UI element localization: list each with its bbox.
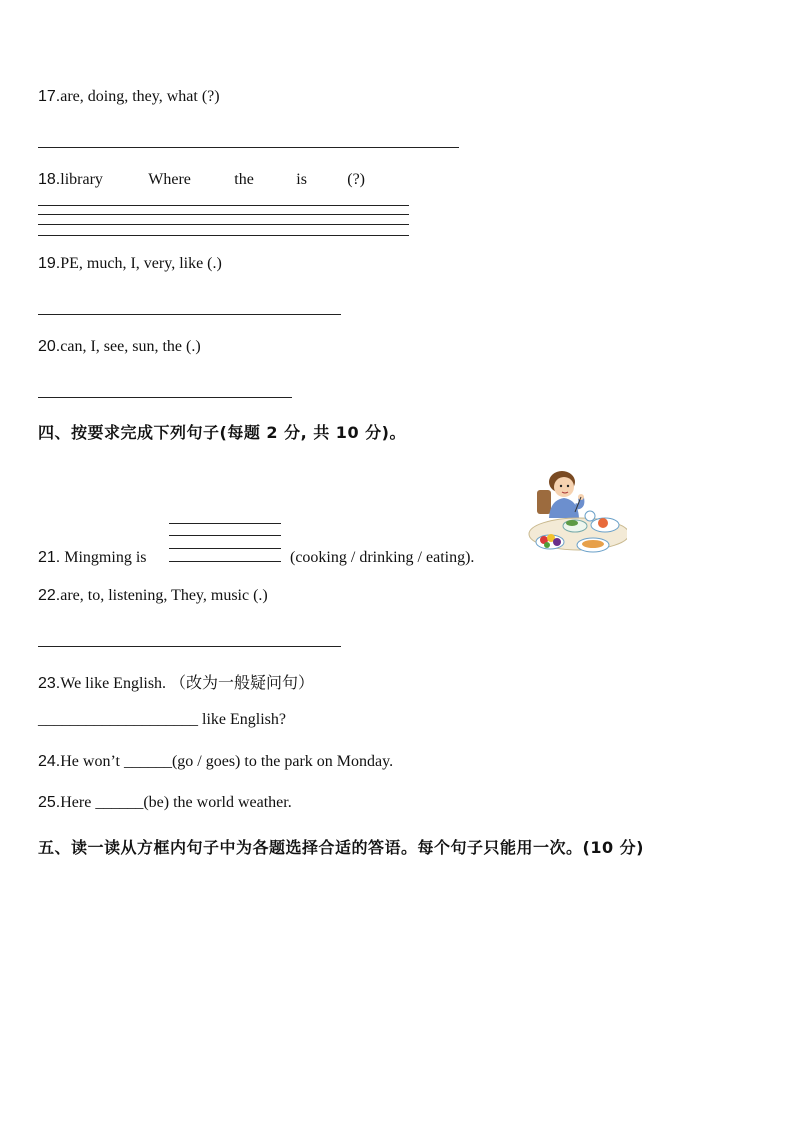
answer-line bbox=[38, 147, 459, 148]
question-21-options: (cooking / drinking / eating). bbox=[290, 549, 475, 566]
question-20 bbox=[38, 338, 201, 356]
question-prefix: Mingming is bbox=[60, 549, 147, 566]
question-23 bbox=[38, 670, 314, 693]
face bbox=[554, 477, 574, 497]
writing-line-2 bbox=[38, 214, 409, 215]
question-17 bbox=[38, 88, 220, 106]
question-21 bbox=[38, 549, 146, 567]
section-5-heading: 五、读一读从方框内句子中为各题选择合适的答语。每个句子只能用一次。(10 分) bbox=[38, 838, 644, 857]
writing-line-3 bbox=[169, 548, 281, 549]
question-23-answer-line: ____________________ like English? bbox=[38, 711, 286, 728]
word-library: library bbox=[60, 171, 103, 188]
writing-line-1 bbox=[38, 205, 409, 206]
writing-line-2 bbox=[169, 535, 281, 536]
word-the: the bbox=[234, 171, 254, 188]
question-text: can, I, see, sun, the (.) bbox=[60, 338, 201, 355]
question-number: 19. bbox=[38, 255, 61, 272]
writing-line-1 bbox=[169, 523, 281, 524]
writing-line-4 bbox=[38, 235, 409, 236]
question-text: are, to, listening, They, music (.) bbox=[60, 587, 268, 604]
word-question-mark: (?) bbox=[347, 171, 366, 188]
answer-line bbox=[38, 397, 292, 398]
question-number: 24. bbox=[38, 753, 61, 770]
question-18 bbox=[38, 171, 365, 189]
question-number: 22. bbox=[38, 587, 61, 604]
answer-line bbox=[38, 314, 341, 315]
question-number: 21. bbox=[38, 549, 61, 566]
answer-line bbox=[38, 646, 341, 647]
writing-line-3 bbox=[38, 224, 409, 225]
writing-line-4 bbox=[169, 561, 281, 562]
question-number: 23. bbox=[38, 675, 61, 692]
question-19 bbox=[38, 255, 222, 273]
question-number: 18. bbox=[38, 171, 61, 188]
question-text: PE, much, I, very, like (.) bbox=[60, 255, 222, 272]
question-text: We like English. （改为一般疑问句） bbox=[60, 675, 315, 692]
question-25 bbox=[38, 794, 292, 812]
word-where: Where bbox=[148, 171, 191, 188]
boy-eating-illustration bbox=[517, 468, 627, 560]
chair-back bbox=[537, 490, 551, 514]
question-text: He won’t ______(go / goes) to the park on Monday. bbox=[60, 753, 394, 770]
question-number: 17. bbox=[38, 88, 61, 105]
question-text: Here ______(be) the world weather. bbox=[60, 794, 292, 811]
question-text: are, doing, they, what (?) bbox=[60, 88, 220, 105]
word-is: is bbox=[296, 171, 307, 188]
question-number: 20. bbox=[38, 338, 61, 355]
section-4-heading: 四、按要求完成下列句子(每题 2 分, 共 10 分)。 bbox=[38, 423, 406, 442]
question-number: 25. bbox=[38, 794, 61, 811]
question-24 bbox=[38, 753, 393, 771]
question-22 bbox=[38, 587, 268, 605]
